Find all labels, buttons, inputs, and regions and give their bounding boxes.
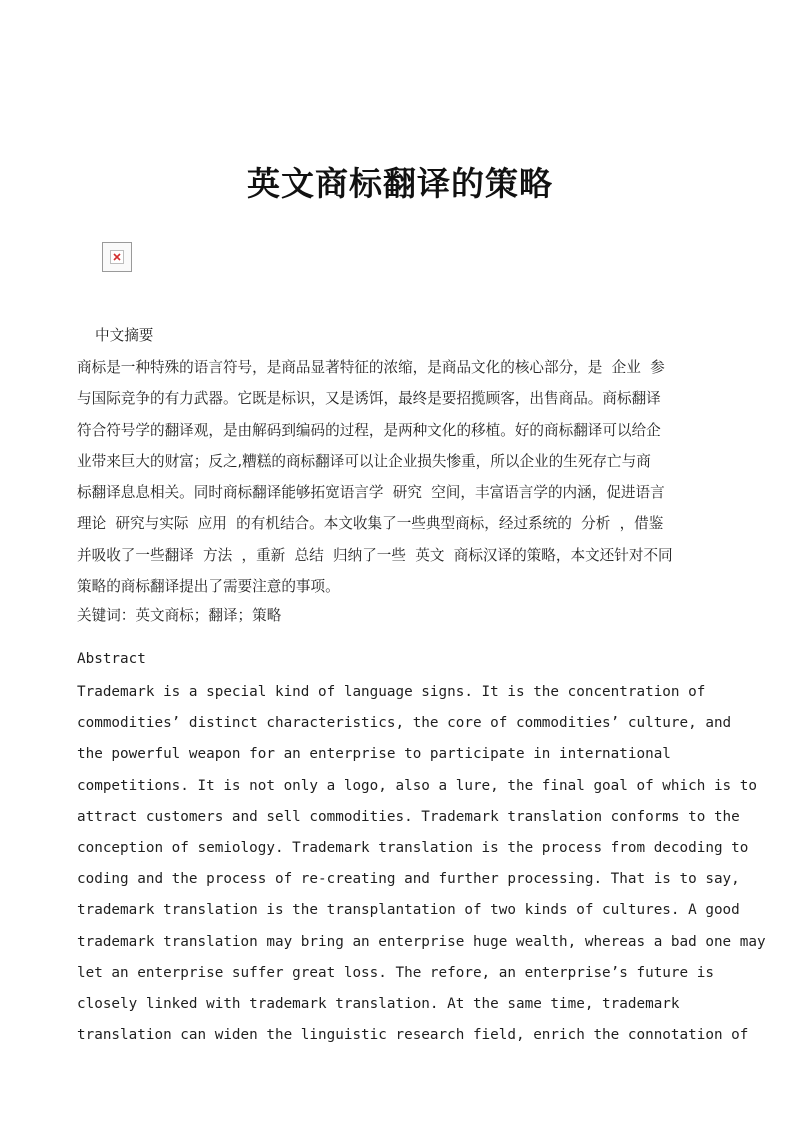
english-abstract-line: conception of semiology. Trademark translation is the process from decoding to: [77, 839, 749, 856]
chinese-abstract-line: 与国际竞争的有力武器。它既是标识，又是诱饵，最终是要招揽顾客，出售商品。商标翻译: [77, 390, 661, 408]
english-abstract-line: coding and the process of re-creating and further processing. That is to say,: [77, 871, 740, 888]
english-abstract: [77, 646, 766, 1051]
english-abstract-heading: Abstract: [77, 651, 146, 667]
document-title: 英文商标翻译的策略: [247, 164, 553, 203]
broken-image-placeholder: [102, 242, 132, 272]
english-abstract-line: trademark translation is the transplantation of two kinds of cultures. A good: [77, 902, 740, 919]
chinese-abstract-line: 理论 研究与实际 应用 的有机结合。本文收集了一些典型商标，经过系统的 分析 ，借鉴: [77, 515, 664, 533]
chinese-abstract: [77, 325, 727, 629]
english-abstract-line: Trademark is a special kind of language signs. It is the concentration of: [77, 684, 706, 700]
english-abstract-line: the powerful weapon for an enterprise to participate in international: [77, 746, 671, 763]
broken-image-icon: [110, 250, 124, 264]
chinese-abstract-heading: 中文摘要: [95, 327, 154, 344]
chinese-keywords: 关键词：英文商标；翻译；策略: [77, 607, 282, 625]
english-abstract-line: competitions. It is not only a logo, also a lure, the final goal of which is to: [77, 777, 757, 794]
english-abstract-line: translation can widen the linguistic research field, enrich the connotation of: [77, 1027, 749, 1044]
chinese-abstract-line: 策略的商标翻译提出了需要注意的事项。: [77, 578, 340, 596]
english-abstract-line: trademark translation may bring an enterprise huge wealth, whereas a bad one may: [77, 933, 766, 950]
english-abstract-line: let an enterprise suffer great loss. The refore, an enterprise’s future is: [77, 964, 714, 981]
english-abstract-line: commodities’ distinct characteristics, the core of commodities’ culture, and: [77, 715, 732, 732]
english-abstract-line: closely linked with trademark translation. At the same time, trademark: [77, 995, 680, 1012]
chinese-abstract-line: 标翻译息息相关。同时商标翻译能够拓宽语言学 研究 空间，丰富语言学的内涵，促进语言: [77, 484, 665, 502]
chinese-abstract-line: 并吸收了一些翻译 方法 ，重新 总结 归纳了一些 英文 商标汉译的策略，本文还针对不同: [77, 546, 673, 564]
chinese-abstract-line: 业带来巨大的财富；反之,糟糕的商标翻译可以让企业损失惨重，所以企业的生死存亡与商: [77, 452, 651, 470]
english-abstract-line: attract customers and sell commodities. Trademark translation conforms to the: [77, 808, 740, 825]
chinese-abstract-line: 商标是一种特殊的语言符号，是商品显著特征的浓缩，是商品文化的核心部分，是 企业 参: [77, 359, 665, 376]
chinese-abstract-line: 符合符号学的翻译观，是由解码到编码的过程，是两种文化的移植。好的商标翻译可以给企: [77, 421, 661, 439]
